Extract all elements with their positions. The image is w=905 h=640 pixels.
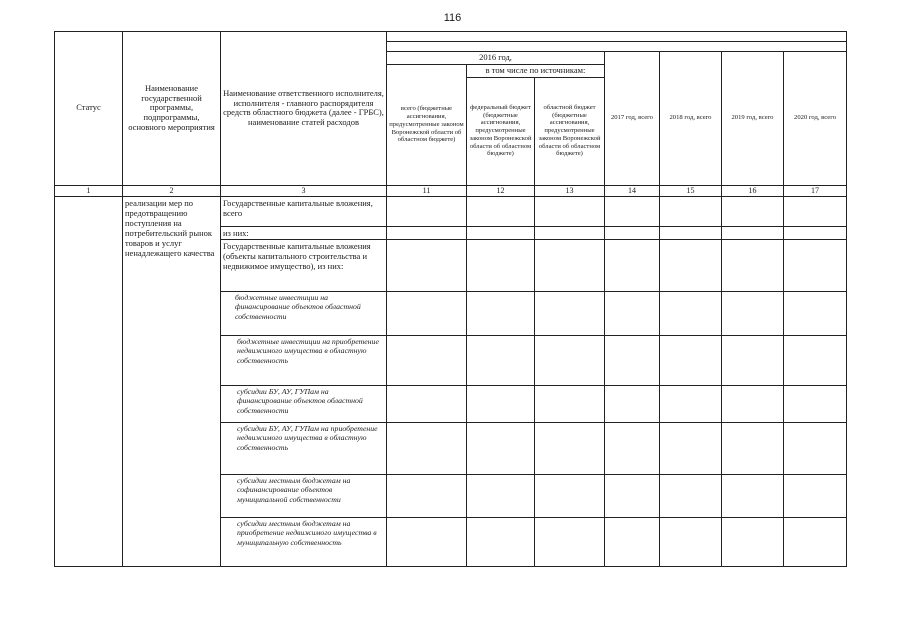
header-year-2016: 2016 год,	[387, 52, 605, 65]
column-number: 2	[123, 185, 221, 196]
row-label: Государственные капитальные вложения, всего	[221, 196, 387, 226]
column-number: 15	[660, 185, 722, 196]
status-cell	[55, 196, 123, 566]
header-total-budget: всего (бюджетные ассигнования, предусмотренные законом Воронежской области об областном бюджете)	[387, 64, 467, 185]
program-cell: реализации мер по предотвращению поступления на потребительский рынок товаров и услуг ненадлежащего качества	[123, 196, 221, 566]
header-2020: 2020 год, всего	[784, 52, 847, 186]
page-number: 116	[443, 12, 462, 24]
header-2019: 2019 год, всего	[722, 52, 784, 186]
header-program-name: Наименование государственной программы, подпрограммы, основного мероприятия	[123, 32, 221, 186]
header-federal-budget: федеральный бюджет (бюджетные ассигнования, предусмотренные законом Воронежской области об областном бюджете)	[467, 77, 535, 185]
column-number: 11	[387, 185, 467, 196]
header-executor: Наименование ответственного исполнителя, исполнителя - главного распорядителя средств областного бюджета (далее - ГРБС), наименование статей расходов	[221, 32, 387, 186]
table-row	[55, 196, 847, 226]
column-number: 17	[784, 185, 847, 196]
header-2018: 2018 год, всего	[660, 52, 722, 186]
column-number: 16	[722, 185, 784, 196]
column-numbers-row	[55, 185, 847, 196]
row-label: субсидии БУ, АУ, ГУПам на финансирование объектов областной собственности	[221, 385, 387, 422]
column-number: 14	[605, 185, 660, 196]
row-label: субсидии БУ, АУ, ГУПам на приобретение недвижимого имущества в областную собственность	[221, 422, 387, 474]
column-number: 13	[535, 185, 605, 196]
header-status: Статус	[55, 32, 123, 186]
row-label: субсидии местным бюджетам на приобретение недвижимого имущества в муниципальную собственность	[221, 517, 387, 566]
header-sources: в том числе по источникам:	[467, 64, 605, 77]
header-2017: 2017 год, всего	[605, 52, 660, 186]
header-blank-1	[387, 32, 847, 42]
header-blank-2	[387, 42, 847, 52]
column-number: 1	[55, 185, 123, 196]
budget-table	[54, 31, 847, 567]
column-number: 3	[221, 185, 387, 196]
header-regional-budget: областной бюджет (бюджетные ассигнования, предусмотренные законом Воронежской области об областном бюджете)	[535, 77, 605, 185]
column-number: 12	[467, 185, 535, 196]
row-label: Государственные капитальные вложения (объекты капитального строительства и недвижимое имущество), из них:	[221, 239, 387, 291]
row-label: бюджетные инвестиции на финансирование объектов областной собственности	[221, 291, 387, 335]
row-label: субсидии местным бюджетам на софинансирование объектов муниципальной собственности	[221, 474, 387, 517]
row-label: из них:	[221, 226, 387, 239]
row-label: бюджетные инвестиции на приобретение недвижимого имущества в областную собственность	[221, 335, 387, 385]
